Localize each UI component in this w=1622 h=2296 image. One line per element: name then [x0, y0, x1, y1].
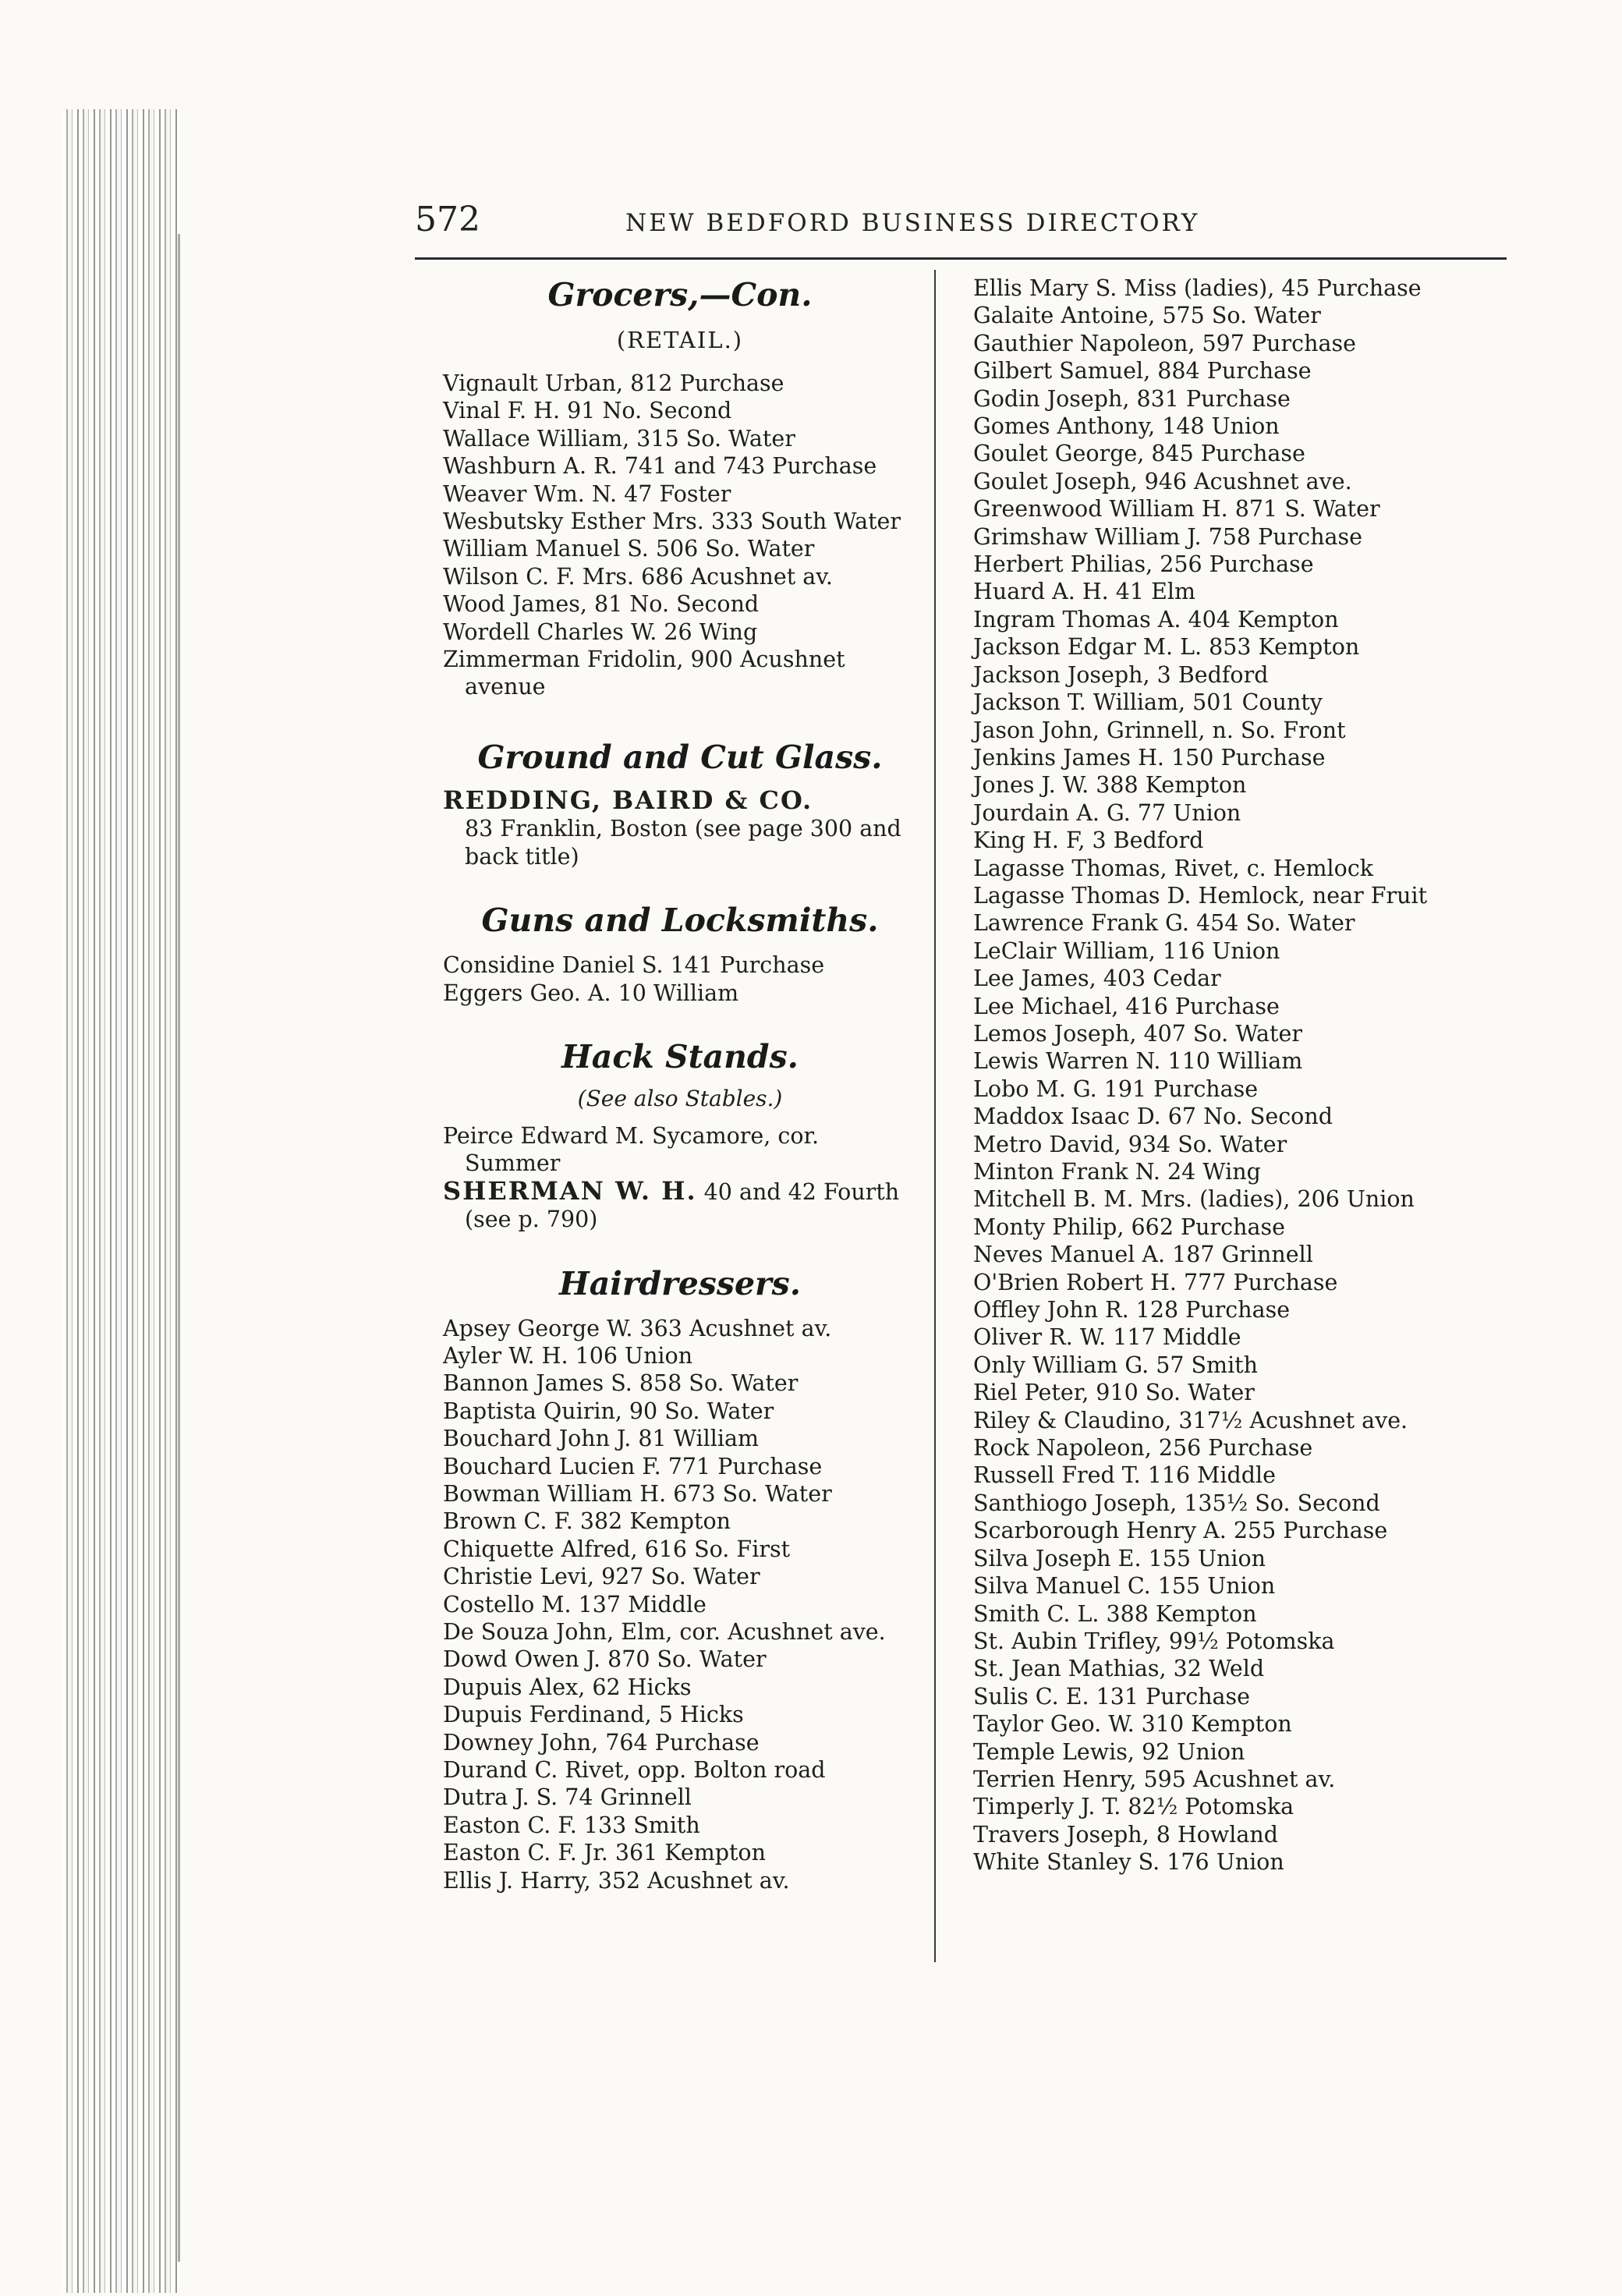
- list-item: Vignault Urban, 812 Purchase: [443, 370, 784, 396]
- list-item: Costello M. 137 Middle: [443, 1591, 707, 1617]
- list-item: Grimshaw William J. 758 Purchase: [973, 523, 1363, 550]
- binding-edge-line: [178, 234, 180, 2262]
- list-item: Jones J. W. 388 Kempton: [973, 772, 1247, 799]
- list-item: Lemos Joseph, 407 So. Water: [973, 1020, 1302, 1047]
- section-heading-hack-stands: Hack Stands.: [561, 1037, 799, 1075]
- list-item: O'Brien Robert H. 777 Purchase: [973, 1269, 1338, 1295]
- list-item: Bowman William H. 673 So. Water: [443, 1480, 832, 1507]
- cross-reference-note: (See also Stables.): [577, 1085, 783, 1111]
- list-item: Jenkins James H. 150 Purchase: [973, 744, 1326, 771]
- list-item: Lee Michael, 416 Purchase: [973, 993, 1280, 1019]
- list-item: LeClair William, 116 Union: [973, 937, 1280, 964]
- list-item: De Souza John, Elm, cor. Acushnet ave.: [443, 1619, 886, 1645]
- firm-listing-redding-baird: [443, 787, 917, 870]
- list-item: Considine Daniel S. 141 Purchase: [443, 952, 825, 979]
- column-divider: [934, 270, 936, 1962]
- list-item: Galaite Antoine, 575 So. Water: [973, 303, 1321, 329]
- list-item: Scarborough Henry A. 255 Purchase: [973, 1518, 1388, 1544]
- list-item: White Stanley S. 176 Union: [973, 1849, 1284, 1876]
- left-column: [443, 275, 917, 1894]
- list-item: Monty Philip, 662 Purchase: [973, 1214, 1285, 1240]
- list-item: Dowd Owen J. 870 So. Water: [443, 1646, 767, 1673]
- list-item: Russell Fred T. 116 Middle: [973, 1462, 1276, 1489]
- page-header: [415, 200, 1569, 254]
- list-item: Lagasse Thomas D. Hemlock, near Fruit: [973, 882, 1428, 909]
- list-item: Washburn A. R. 741 and 743 Purchase: [443, 453, 877, 480]
- list-item: Ellis Mary S. Miss (ladies), 45 Purchase: [973, 275, 1422, 301]
- list-item: Minton Frank N. 24 Wing: [973, 1159, 1261, 1185]
- list-item: Terrien Henry, 595 Acushnet av.: [973, 1766, 1336, 1792]
- list-item: William Manuel S. 506 So. Water: [443, 536, 815, 562]
- list-item: Only William G. 57 Smith: [973, 1352, 1258, 1378]
- list-item: Rock Napoleon, 256 Purchase: [973, 1435, 1313, 1462]
- list-item: Easton C. F. Jr. 361 Kempton: [443, 1840, 766, 1866]
- list-item: Taylor Geo. W. 310 Kempton: [973, 1711, 1292, 1738]
- list-item: Greenwood William H. 871 S. Water: [973, 496, 1380, 523]
- list-item: Goulet George, 845 Purchase: [973, 441, 1305, 467]
- list-item: Sulis C. E. 131 Purchase: [973, 1683, 1251, 1710]
- list-item: Riel Peter, 910 So. Water: [973, 1380, 1255, 1406]
- grocers-list: [443, 370, 917, 701]
- list-item: Goulet Joseph, 946 Acushnet ave.: [973, 468, 1352, 494]
- list-item: Jourdain A. G. 77 Union: [973, 799, 1241, 826]
- list-item: Maddox Isaac D. 67 No. Second: [973, 1104, 1333, 1130]
- firm-detail: 83 Franklin, Boston (see page 300 and back title): [465, 816, 901, 870]
- list-item: Vinal F. H. 91 No. Second: [443, 398, 732, 424]
- hairdressers-list: [443, 1315, 917, 1895]
- list-item: Lee James, 403 Cedar: [973, 966, 1221, 992]
- list-item: Chiquette Alfred, 616 So. First: [443, 1536, 791, 1562]
- list-item: Jackson Edgar M. L. 853 Kempton: [973, 634, 1360, 661]
- list-item: Ingram Thomas A. 404 Kempton: [973, 606, 1339, 632]
- list-item: Dutra J. S. 74 Grinnell: [443, 1784, 692, 1811]
- hairdressers-list-continued: [973, 275, 1480, 1876]
- list-item: Bouchard Lucien F. 771 Purchase: [443, 1453, 823, 1479]
- section-subheading-retail: (RETAIL.): [616, 327, 744, 353]
- section-heading-ground-glass: Ground and Cut Glass.: [477, 738, 883, 776]
- firm-name: REDDING, BAIRD & CO.: [443, 785, 813, 815]
- list-item: Wallace William, 315 So. Water: [443, 425, 795, 452]
- list-item: Eggers Geo. A. 10 William: [443, 980, 739, 1006]
- firm-listing-sherman: [443, 1175, 917, 1234]
- list-item: Brown C. F. 382 Kempton: [443, 1508, 731, 1535]
- section-heading-guns: Guns and Locksmiths.: [481, 902, 879, 940]
- list-item: Travers Joseph, 8 Howland: [973, 1821, 1278, 1848]
- section-heading-hairdressers: Hairdressers.: [558, 1264, 802, 1302]
- list-item: Wood James, 81 No. Second: [443, 591, 760, 618]
- list-item: Peirce Edward M. Sycamore, cor. Summer: [443, 1122, 820, 1177]
- list-item: Christie Levi, 927 So. Water: [443, 1564, 760, 1590]
- list-item: Neves Manuel A. 187 Grinnell: [973, 1242, 1313, 1268]
- binding-shadow: [62, 109, 179, 2293]
- list-item: Baptista Quirin, 90 So. Water: [443, 1398, 774, 1424]
- list-item: Wesbutsky Esther Mrs. 333 South Water: [443, 508, 901, 535]
- list-item: Lewis Warren N. 110 William: [973, 1048, 1303, 1075]
- list-item: Mitchell B. M. Mrs. (ladies), 206 Union: [973, 1186, 1415, 1213]
- list-item: Metro David, 934 So. Water: [973, 1131, 1287, 1157]
- list-item: Santhiogo Joseph, 135½ So. Second: [973, 1490, 1380, 1516]
- list-item: Jackson Joseph, 3 Bedford: [973, 661, 1269, 688]
- list-item: Gauthier Napoleon, 597 Purchase: [973, 330, 1356, 356]
- list-item: Silva Joseph E. 155 Union: [973, 1545, 1266, 1571]
- list-item: Apsey George W. 363 Acushnet av.: [443, 1315, 832, 1341]
- list-item: Jackson T. William, 501 County: [973, 689, 1323, 716]
- list-item: Weaver Wm. N. 47 Foster: [443, 480, 731, 507]
- list-item: Timperly J. T. 82½ Potomska: [973, 1794, 1294, 1820]
- right-column: [973, 275, 1480, 1876]
- list-item: Huard A. H. 41 Elm: [973, 579, 1196, 605]
- list-item: Wilson C. F. Mrs. 686 Acushnet av.: [443, 563, 833, 590]
- list-item: Offley John R. 128 Purchase: [973, 1297, 1291, 1323]
- list-item: St. Aubin Trifley, 99½ Potomska: [973, 1628, 1335, 1654]
- list-item: Oliver R. W. 117 Middle: [973, 1324, 1241, 1351]
- list-item: Smith C. L. 388 Kempton: [973, 1600, 1257, 1627]
- list-item: Dupuis Ferdinand, 5 Hicks: [443, 1702, 744, 1728]
- list-item: Herbert Philias, 256 Purchase: [973, 551, 1314, 578]
- list-item: Bannon James S. 858 So. Water: [443, 1370, 799, 1397]
- list-item: Dupuis Alex, 62 Hicks: [443, 1674, 692, 1700]
- running-title: NEW BEDFORD BUSINESS DIRECTORY: [625, 209, 1200, 237]
- list-item: Downey John, 764 Purchase: [443, 1729, 760, 1756]
- firm-name: SHERMAN W. H.: [443, 1175, 697, 1206]
- list-item: Lobo M. G. 191 Purchase: [973, 1075, 1259, 1102]
- list-item: King H. F, 3 Bedford: [973, 827, 1204, 854]
- list-item: Wordell Charles W. 26 Wing: [443, 618, 758, 645]
- section-heading-grocers: Grocers,—Con.: [547, 276, 813, 314]
- list-item: St. Jean Mathias, 32 Weld: [973, 1656, 1265, 1682]
- page-number: 572: [415, 200, 480, 239]
- list-item: Easton C. F. 133 Smith: [443, 1812, 700, 1838]
- list-item: Zimmerman Fridolin, 900 Acushnet avenue: [443, 647, 845, 700]
- list-item: Ayler W. H. 106 Union: [443, 1342, 693, 1369]
- firm-detail: 40 and 42 Fourth (see p. 790): [465, 1178, 900, 1233]
- list-item: Gomes Anthony, 148 Union: [973, 413, 1280, 440]
- list-item: Jason John, Grinnell, n. So. Front: [973, 717, 1346, 743]
- list-item: Gilbert Samuel, 884 Purchase: [973, 358, 1312, 384]
- list-item: Silva Manuel C. 155 Union: [973, 1573, 1276, 1600]
- list-item: Ellis J. Harry, 352 Acushnet av.: [443, 1867, 790, 1894]
- header-rule: [415, 257, 1507, 260]
- list-item: Temple Lewis, 92 Union: [973, 1738, 1245, 1765]
- list-item: Lawrence Frank G. 454 So. Water: [973, 910, 1355, 937]
- list-item: Riley & Claudino, 317½ Acushnet ave.: [973, 1407, 1408, 1433]
- list-item: Bouchard John J. 81 William: [443, 1426, 759, 1452]
- list-item: Durand C. Rivet, opp. Bolton road: [443, 1757, 826, 1784]
- list-item: Godin Joseph, 831 Purchase: [973, 385, 1291, 412]
- list-item: Lagasse Thomas, Rivet, c. Hemlock: [973, 855, 1374, 881]
